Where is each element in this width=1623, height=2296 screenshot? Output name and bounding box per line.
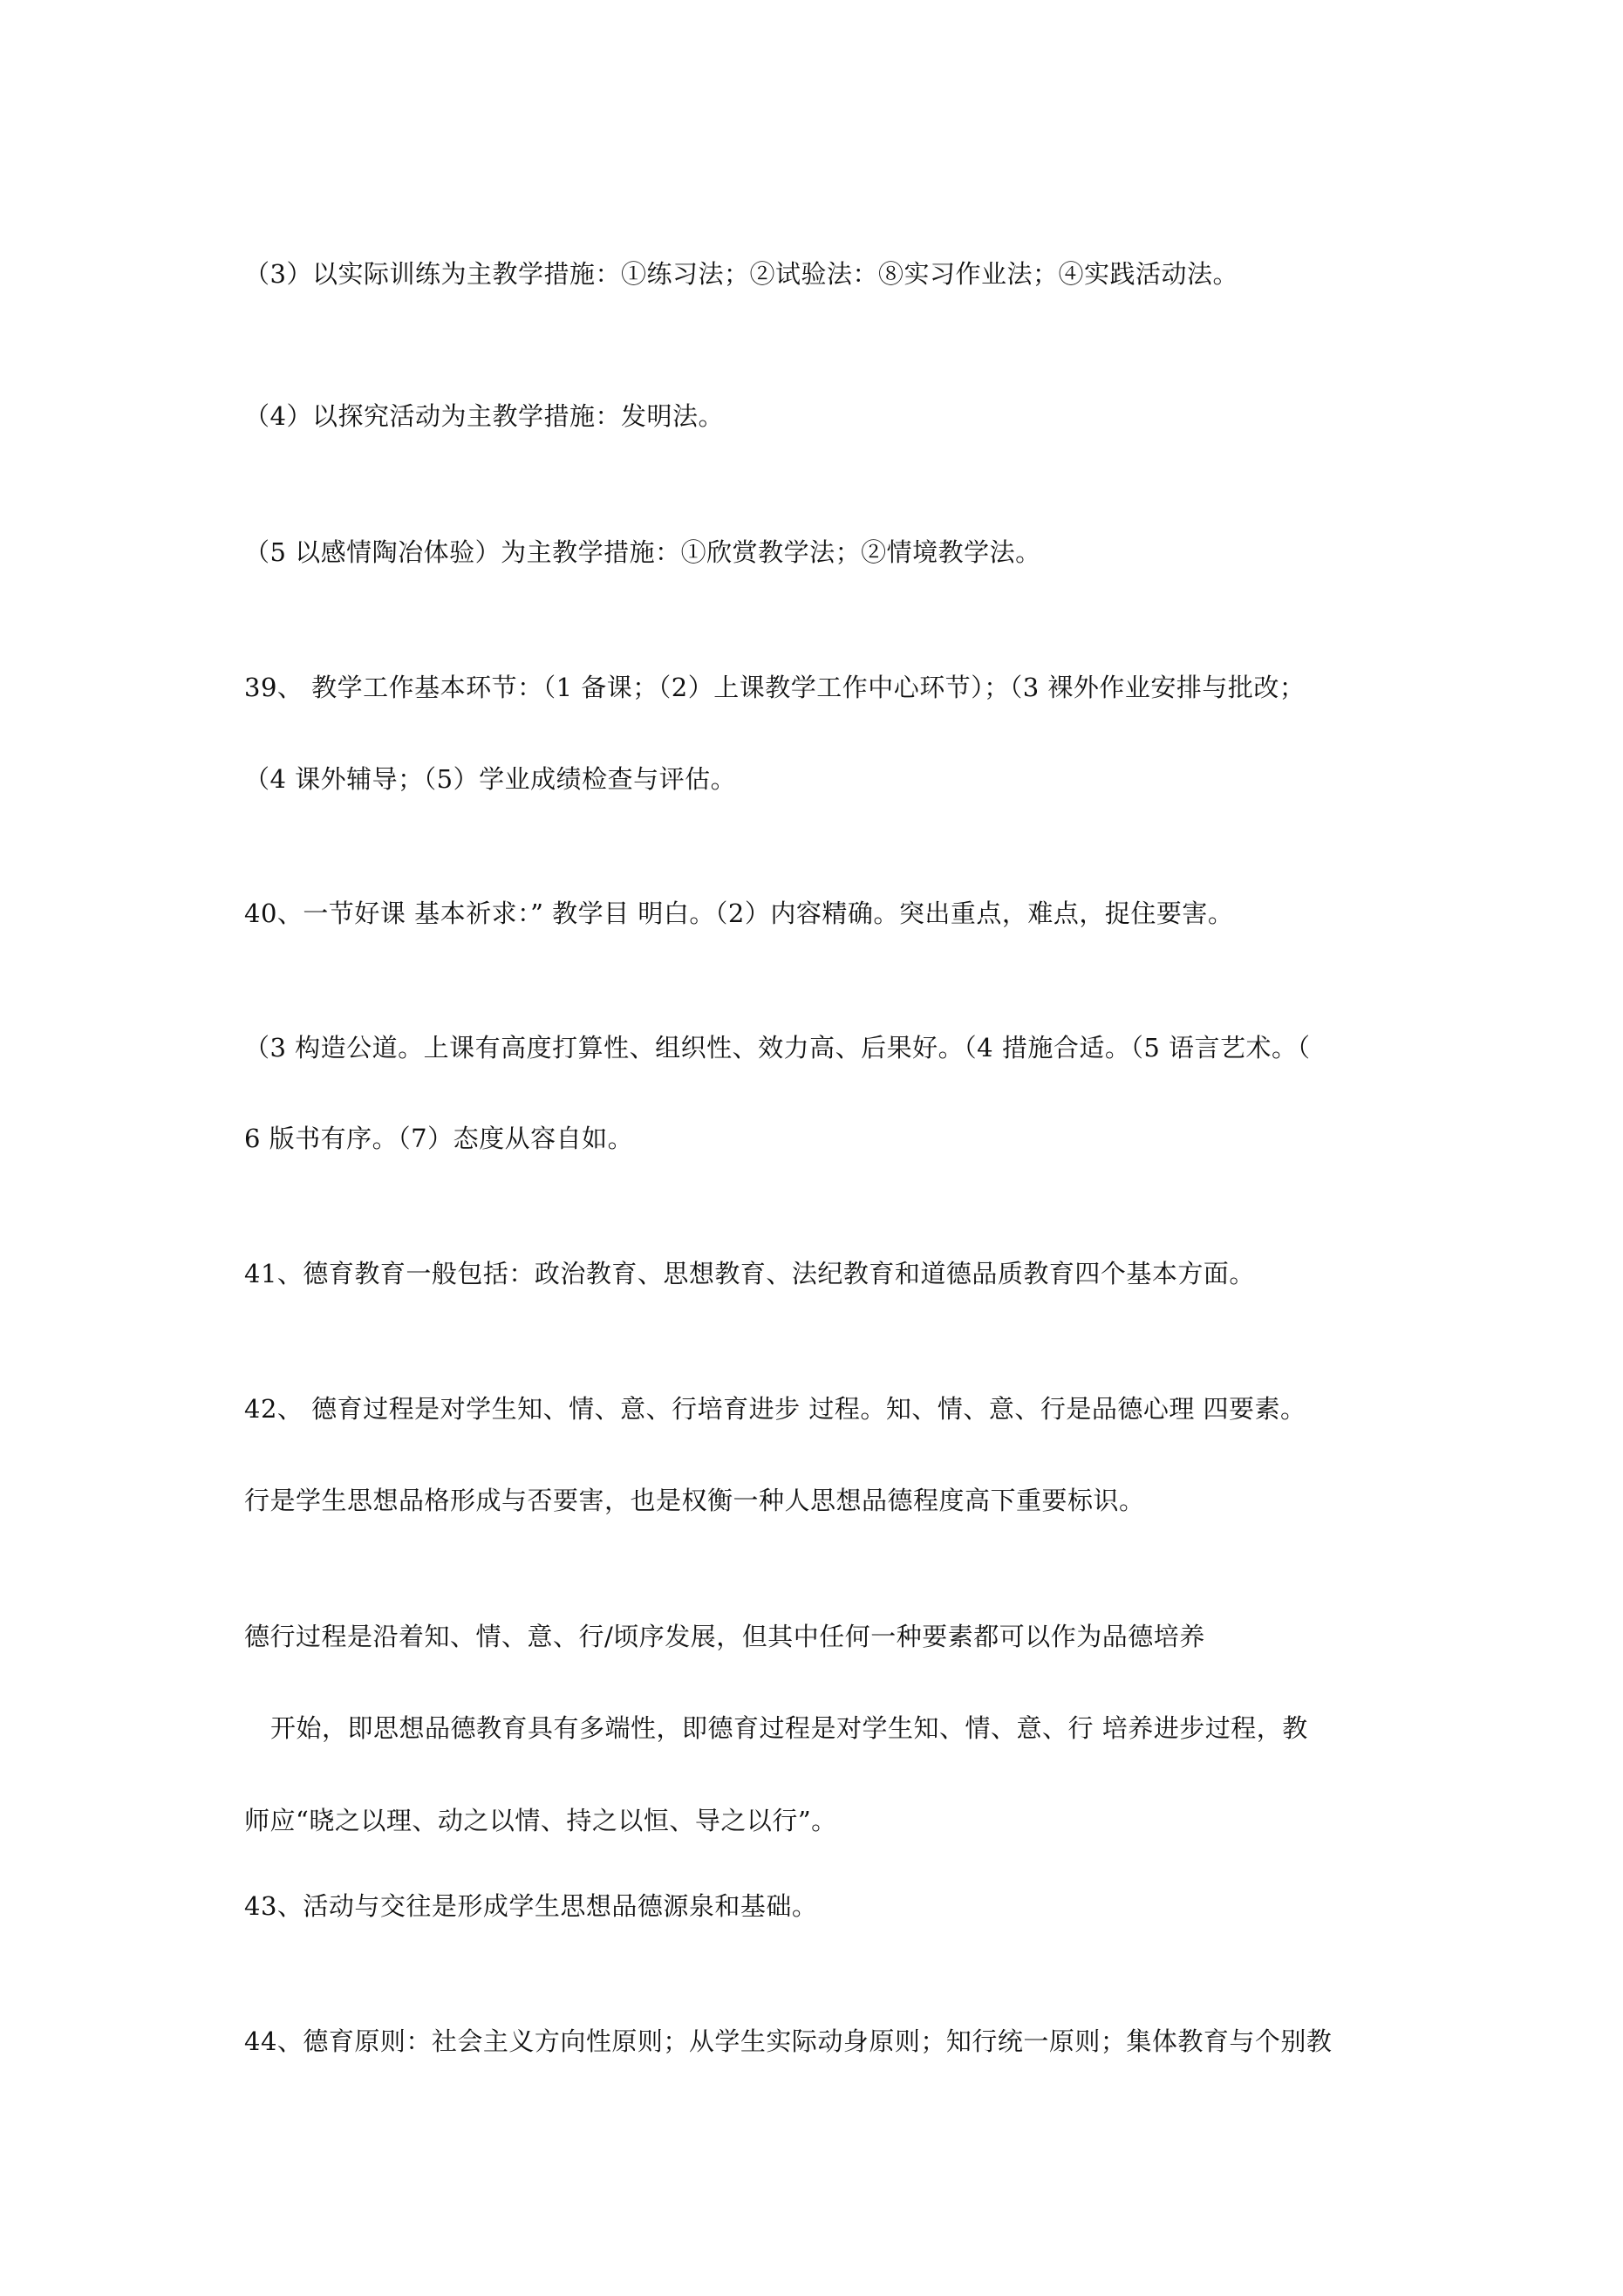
text-line: 40、一节好课 基本祈求：” 教学目 明白。（2）内容精确。突出重点，难点，捉住要害。 xyxy=(244,899,1234,928)
text-line: 41、德育教育一般包括：政治教育、思想教育、法纪教育和道德品质教育四个基本方面。 xyxy=(244,1259,1255,1288)
text-line: （3）以实际训练为主教学措施：①练习法；②试验法：⑧实习作业法；④实践活动法。 xyxy=(244,259,1238,289)
text-line: （3 构造公道。上课有高度打算性、组织性、效力高、后果好。（4 措施合适。（5 语言艺术。（ xyxy=(244,1033,1311,1063)
text-line: （5 以感情陶冶体验）为主教学措施：①欣赏教学法；②情境教学法。 xyxy=(244,537,1041,567)
text-line: （4）以探究活动为主教学措施：发明法。 xyxy=(244,401,724,431)
text-line: 行是学生思想品格形成与否要害，也是权衡一种人思想品德程度高下重要标识。 xyxy=(244,1486,1145,1515)
text-line: 6 版书有序。（7）态度从容自如。 xyxy=(244,1124,634,1153)
text-line: 43、活动与交往是形成学生思想品德源泉和基础。 xyxy=(244,1891,818,1921)
text-line: 师应“晓之以理、动之以情、持之以恒、导之以行”。 xyxy=(244,1806,837,1835)
text-line: 开始，即思想品德教育具有多端性，即德育过程是对学生知、情、意、行 培养进步过程，教 xyxy=(270,1713,1308,1743)
text-line: 42、 德育过程是对学生知、情、意、行培育进步 过程。知、情、意、行是品德心理 四要素。 xyxy=(244,1394,1306,1424)
text-line: （4 课外辅导；（5）学业成绩检查与评估。 xyxy=(244,764,737,794)
text-line: 39、 教学工作基本环节：（1 备课；（2）上课教学工作中心环节）；（3 裸外作业安排与批改； xyxy=(244,673,1306,702)
text-line: 德行过程是沿着知、情、意、行/顷序发展，但其中任何一种要素都可以作为品德培养 xyxy=(244,1622,1205,1651)
text-line: 44、德育原则：社会主义方向性原则；从学生实际动身原则；知行统一原则；集体教育与个别教 xyxy=(244,2026,1333,2056)
